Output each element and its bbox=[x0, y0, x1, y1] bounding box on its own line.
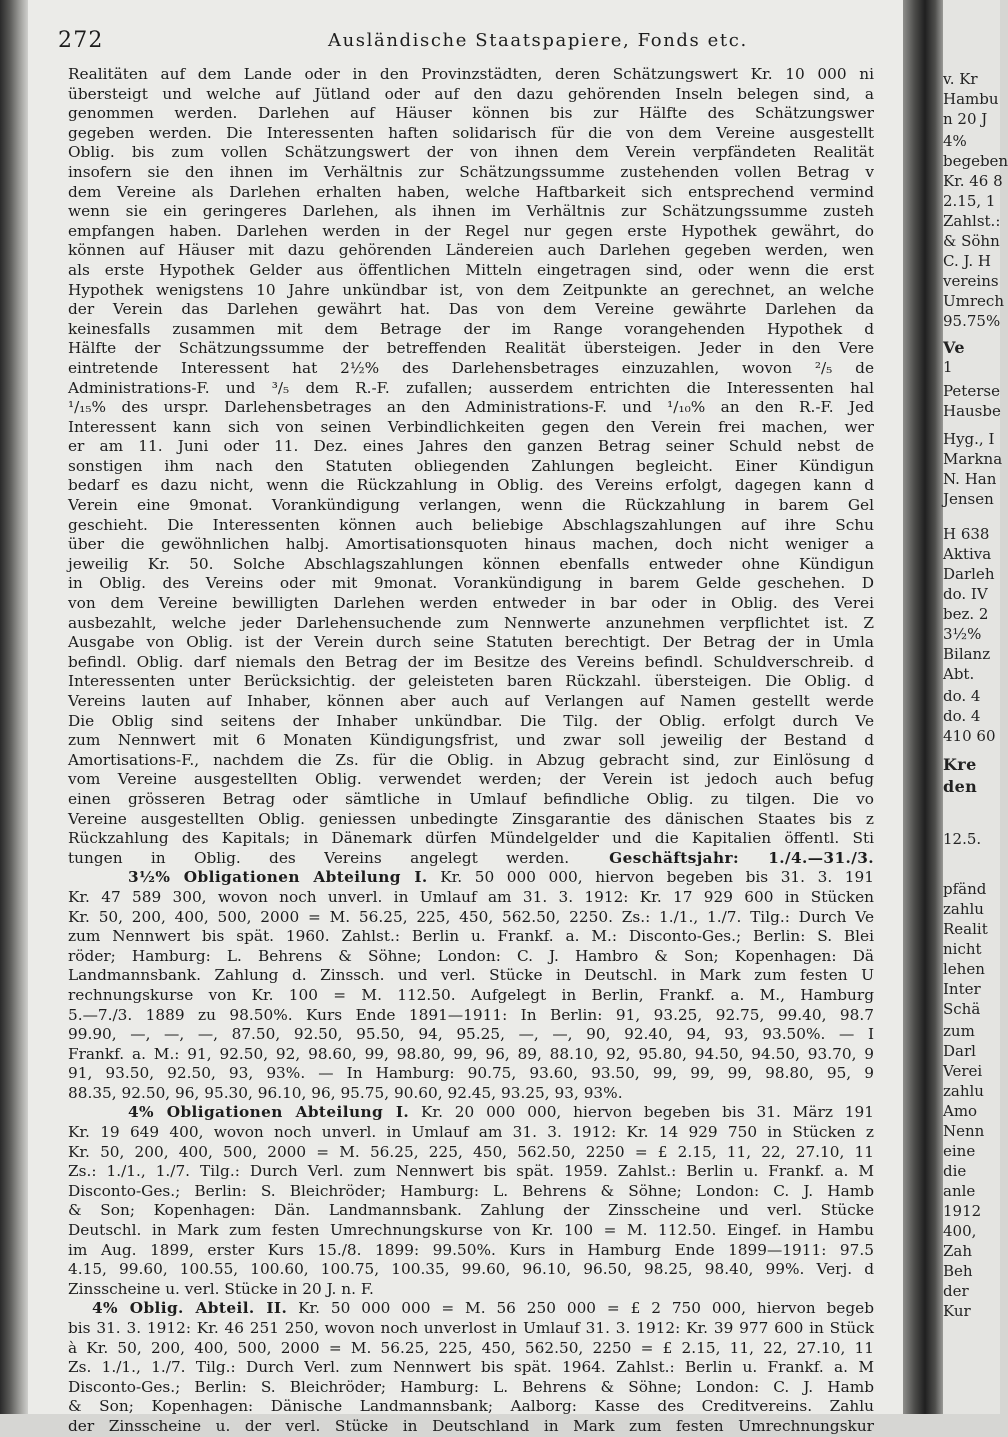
text-line bbox=[68, 1123, 874, 1143]
adjacent-page-text: Hambu bbox=[943, 90, 999, 108]
line-text: Kr. 20 000 000, hiervon begeben bis 31. März 191 bbox=[409, 1103, 874, 1122]
line-text: Zs. 1./1., 1./7. Tilg.: Durch Verl. zum Nennwert bis spät. 1964. Zahlst.: Berlin u. Frankf. a. M bbox=[68, 1358, 874, 1377]
text-line bbox=[68, 379, 874, 399]
text-line bbox=[68, 555, 874, 575]
text-line bbox=[68, 908, 874, 928]
body-text bbox=[68, 65, 874, 1437]
line-text: ausbezahlt, welche jeder Darlehensuchende zum Nennwerte anzunehmen verpflichtet ist. Z bbox=[68, 613, 874, 632]
text-line bbox=[68, 1319, 874, 1339]
line-text: im Aug. 1899, erster Kurs 15./8. 1899: 99.50%. Kurs in Hamburg Ende 1899—1911: 97.5 bbox=[68, 1240, 874, 1259]
text-line bbox=[68, 202, 874, 222]
line-text: Zinsscheine u. verl. Stücke in 20 J. n. F. bbox=[68, 1279, 374, 1298]
line-text: über die gewöhnlichen halbj. Amortisationsquoten hinaus machen, doch nicht weniger a bbox=[68, 535, 874, 554]
adjacent-page-text: Verei bbox=[943, 1062, 983, 1080]
line-text: & Son; Kopenhagen: Dänische Landmannsbank; Aalborg: Kasse des Creditvereins. Zahlu bbox=[68, 1397, 874, 1416]
adjacent-page-text: Zahlst.: bbox=[943, 212, 1001, 230]
adjacent-page-text: Darleh bbox=[943, 565, 995, 583]
adjacent-page-text: 12.5. bbox=[943, 830, 982, 848]
line-text: Vereine ausgestellten Oblig. geniessen unbedingte Zinsgarantie des dänischen Staates bis z bbox=[68, 809, 874, 828]
adjacent-page-text: Realit bbox=[943, 920, 988, 938]
line-text: Kr. 50, 200, 400, 500, 2000 = M. 56.25, 225, 450, 562.50, 2250. Zs.: 1./1., 1./7. Tilg.: Durch Ve bbox=[68, 907, 874, 926]
adjacent-page-text: Bilanz bbox=[943, 645, 991, 663]
line-text: bedarf es dazu nicht, wenn die Rückzahlung in Oblig. des Vereins erfolgt, dagegen kann d bbox=[68, 476, 874, 495]
text-line bbox=[68, 1103, 874, 1123]
line-text: & Son; Kopenhagen: Dän. Landmannsbank. Zahlung der Zinsscheine und verl. Stücke bbox=[68, 1201, 874, 1220]
text-line bbox=[68, 653, 874, 673]
adjacent-page-text: Darl bbox=[943, 1042, 976, 1060]
line-text: dem Vereine als Darlehen erhalten haben, welche Haftbarkeit sich entsprechend vermind bbox=[68, 182, 874, 201]
line-text: bis 31. 3. 1912: Kr. 46 251 250, wovon noch unverlost in Umlauf 31. 3. 1912: Kr. 39 977 600 in Stück bbox=[68, 1319, 874, 1337]
text-line bbox=[68, 437, 874, 457]
text-line bbox=[68, 868, 874, 888]
adjacent-page-text: zum bbox=[943, 1022, 975, 1040]
line-text: er am 11. Juni oder 11. Dez. eines Jahres den ganzen Betrag seiner Schuld nebst de bbox=[68, 437, 874, 456]
adjacent-page-text: do. IV bbox=[943, 585, 988, 603]
line-text: 99.90, —, —, —, 87.50, 92.50, 95.50, 94, 95.25, —, —, 90, 92.40, 94, 93, 93.50%. — I bbox=[68, 1025, 874, 1044]
text-line bbox=[68, 1339, 874, 1359]
text-line bbox=[68, 888, 874, 908]
line-text: à Kr. 50, 200, 400, 500, 2000 = M. 56.25, 225, 450, 562.50, 2250 = £ 2.15, 11, 22, 27.10, 11 bbox=[68, 1338, 874, 1357]
text-line bbox=[68, 574, 874, 594]
text-line bbox=[68, 1221, 874, 1241]
adjacent-page-text: do. 4 bbox=[943, 707, 981, 725]
text-line bbox=[68, 163, 874, 183]
line-text: von dem Vereine bewilligten Darlehen werden entweder in bar oder in Oblig. des Verei bbox=[68, 594, 874, 613]
adjacent-page-text: Kre bbox=[943, 755, 977, 774]
adjacent-page-text: Peterse bbox=[943, 382, 1000, 400]
text-line bbox=[68, 1280, 874, 1300]
line-text: Kr. 47 589 300, wovon noch unverl. in Umlauf am 31. 3. 1912: Kr. 17 929 600 in Stücken bbox=[68, 887, 874, 906]
text-line bbox=[68, 986, 874, 1006]
text-line bbox=[68, 1241, 874, 1261]
text-line bbox=[68, 731, 874, 751]
line-text: eintretende Interessent hat 2½% des Darlehensbetrages einzuzahlen, wovon ²/₅ de bbox=[68, 358, 874, 377]
line-text: Interessent kann sich von seinen Verbindlichkeiten gegen den Verein frei machen, wer bbox=[68, 417, 874, 436]
line-text: Interessenten unter Berücksichtig. der geleisteten baren Rückzahl. übersteigen. Die Oblig. d bbox=[68, 672, 874, 691]
line-text: geschieht. Die Interessenten können auch beliebige Abschlagszahlungen auf ihre Schu bbox=[68, 515, 874, 534]
adjacent-page-text: nicht bbox=[943, 940, 982, 958]
line-text: Amortisations-F., nachdem die Zs. für die Oblig. in Abzug gebracht sind, zur Einlösung d bbox=[68, 750, 874, 769]
line-text: gegeben werden. Die Interessenten haften solidarisch für die von dem Vereine ausgestellt bbox=[68, 123, 874, 142]
text-line bbox=[68, 1299, 874, 1319]
line-text: zum Nennwert mit 6 Monaten Kündigungsfrist, und zwar soll jeweilig der Bestand d bbox=[68, 731, 874, 750]
adjacent-page-text: Schä bbox=[943, 1000, 981, 1018]
adjacent-page-text: Beh bbox=[943, 1262, 973, 1280]
text-line bbox=[68, 476, 874, 496]
adjacent-page-text: 410 60 bbox=[943, 727, 996, 745]
page-header bbox=[58, 28, 878, 58]
text-line bbox=[68, 398, 874, 418]
text-line bbox=[68, 457, 874, 477]
text-line bbox=[68, 672, 874, 692]
line-text: empfangen haben. Darlehen werden in der Regel nur gegen erste Hypothek gewährt, do bbox=[68, 221, 874, 240]
text-line bbox=[68, 281, 874, 301]
adjacent-page-text: 1912 bbox=[943, 1202, 982, 1220]
line-text: Kr. 50 000 000 = M. 56 250 000 = £ 2 750 000, hiervon begeb bbox=[287, 1299, 874, 1318]
text-line bbox=[68, 829, 874, 849]
line-text: jeweilig Kr. 50. Solche Abschlagszahlungen können ebenfalls entweder ohne Kündigun bbox=[68, 554, 874, 573]
text-line bbox=[68, 104, 874, 124]
text-line bbox=[68, 1025, 874, 1045]
line-text: als erste Hypothek Gelder aus öffentlichen Mitteln eingetragen sind, oder wenn die erst bbox=[68, 260, 874, 279]
adjacent-page-text: vereins bbox=[943, 272, 999, 290]
line-text: Vereins lauten auf Inhaber, können aber auch auf Verlangen auf Namen gestellt werde bbox=[68, 692, 874, 710]
adjacent-page-text: Kr. 46 8 bbox=[943, 172, 1003, 190]
text-line bbox=[68, 516, 874, 536]
adjacent-page-text: anle bbox=[943, 1182, 976, 1200]
text-line bbox=[68, 85, 874, 105]
adjacent-page-text: der bbox=[943, 1282, 969, 1300]
line-text: keinesfalls zusammen mit dem Betrage der im Range vorangehenden Hypothek d bbox=[68, 319, 874, 338]
line-text: sonstigen ihm nach den Statuten obliegenden Zahlungen begleicht. Einer Kündigun bbox=[68, 456, 874, 475]
text-line bbox=[68, 614, 874, 634]
line-text: in Oblig. des Vereins oder mit 9monat. Vorankündigung in barem Gelde geschehen. D bbox=[68, 574, 874, 593]
line-text: wenn sie ein geringeres Darlehen, als ihnen im Verhältnis zur Schätzungssumme zusteh bbox=[68, 202, 874, 221]
adjacent-page-text: 95.75% bbox=[943, 312, 1001, 330]
adjacent-page-text: C. J. H bbox=[943, 252, 991, 270]
text-line bbox=[68, 594, 874, 614]
line-text: röder; Hamburg: L. Behrens & Söhne; London: C. J. Hambro & Son; Kopenhagen: Dä bbox=[68, 946, 874, 965]
line-text: Die Oblig sind seitens der Inhaber unkündbar. Die Tilg. der Oblig. erfolgt durch Ve bbox=[68, 711, 874, 730]
adjacent-page-text: N. Han bbox=[943, 470, 997, 488]
book-binding-edge bbox=[0, 0, 28, 1414]
adjacent-page-text: zahlu bbox=[943, 1082, 984, 1100]
text-line bbox=[68, 320, 874, 340]
adjacent-page-text: H 638 bbox=[943, 525, 990, 543]
text-line bbox=[68, 124, 874, 144]
text-line bbox=[68, 183, 874, 203]
text-line bbox=[68, 927, 874, 947]
line-text: Hypothek wenigstens 10 Jahre unkündbar ist, von dem Zeitpunkte an gerechnet, an welche bbox=[68, 280, 874, 299]
adjacent-page-text: 4% bbox=[943, 132, 967, 150]
text-line bbox=[68, 1358, 874, 1378]
adjacent-page-text: 1 bbox=[943, 358, 953, 376]
text-line bbox=[68, 418, 874, 438]
adjacent-page-text: do. 4 bbox=[943, 687, 981, 705]
page-number: 272 bbox=[58, 28, 104, 53]
text-line bbox=[68, 1378, 874, 1398]
text-line bbox=[68, 496, 874, 516]
text-line bbox=[68, 1045, 874, 1065]
text-line bbox=[68, 1417, 874, 1437]
adjacent-page-text: Jensen bbox=[943, 490, 994, 508]
adjacent-page-text: eine bbox=[943, 1142, 976, 1160]
text-line bbox=[68, 849, 874, 869]
adjacent-page-text: 3½% bbox=[943, 625, 982, 643]
section-heading: 4% Obligationen Abteilung I. bbox=[128, 1103, 410, 1122]
text-line bbox=[68, 300, 874, 320]
line-text: Disconto-Ges.; Berlin: S. Bleichröder; Hamburg: L. Behrens & Söhne; London: C. J. Hamb bbox=[68, 1377, 874, 1396]
section-heading: 4% Oblig. Abteil. II. bbox=[92, 1299, 288, 1318]
text-line bbox=[68, 1064, 874, 1084]
adjacent-page-text: bez. 2 bbox=[943, 605, 989, 623]
text-line bbox=[68, 947, 874, 967]
adjacent-page-text: Hyg., I bbox=[943, 430, 995, 448]
line-text: rechnungskurse von Kr. 100 = M. 112.50. Aufgelegt in Berlin, Frankf. a. M., Hamburg bbox=[68, 985, 874, 1004]
text-line bbox=[68, 359, 874, 379]
text-line bbox=[68, 1182, 874, 1202]
adjacent-page-text: v. Kr bbox=[943, 70, 978, 88]
line-text: befindl. Oblig. darf niemals den Betrag der im Besitze des Vereins befindl. Schuldverschreib. d bbox=[68, 652, 874, 671]
text-line bbox=[68, 751, 874, 771]
section-heading: 3½% Obligationen Abteilung I. bbox=[128, 868, 428, 887]
text-line bbox=[68, 633, 874, 653]
adjacent-page-text: Hausbe bbox=[943, 402, 1001, 420]
text-line bbox=[68, 770, 874, 790]
text-line bbox=[68, 222, 874, 242]
line-text: insofern sie den ihnen im Verhältnis zur Schätzungssumme zustehenden vollen Betrag v bbox=[68, 162, 874, 181]
text-line bbox=[68, 810, 874, 830]
adjacent-page-text: Inter bbox=[943, 980, 981, 998]
line-text: genommen werden. Darlehen auf Häuser können bis zur Hälfte des Schätzungswer bbox=[68, 104, 874, 123]
line-text: 4.15, 99.60, 100.55, 100.60, 100.75, 100.35, 99.60, 96.10, 96.50, 98.25, 98.40, 99%. Verj. d bbox=[68, 1260, 874, 1279]
line-text: Kr. 50, 200, 400, 500, 2000 = M. 56.25, 225, 450, 562.50, 2250 = £ 2.15, 11, 22, 27.10, 11 bbox=[68, 1142, 874, 1161]
line-text: zum Nennwert bis spät. 1960. Zahlst.: Berlin u. Frankf. a. M.: Disconto-Ges.; Berlin: S. Blei bbox=[68, 927, 874, 946]
text-line bbox=[68, 1260, 874, 1280]
text-line bbox=[68, 1162, 874, 1182]
adjacent-page-text: Ve bbox=[943, 338, 965, 357]
adjacent-page-text: Amo bbox=[943, 1102, 978, 1120]
text-line bbox=[68, 1084, 874, 1104]
text-line bbox=[68, 790, 874, 810]
line-text: 5.—7./3. 1889 zu 98.50%. Kurs Ende 1891—1911: In Berlin: 91, 93.25, 92.75, 99.40, 98.7 bbox=[68, 1005, 874, 1024]
adjacent-page-text: Abt. bbox=[943, 665, 975, 683]
text-line bbox=[68, 339, 874, 359]
adjacent-page-fragment bbox=[943, 0, 1008, 1414]
line-text: Verein eine 9monat. Vorankündigung verlangen, wenn die Rückzahlung in barem Gel bbox=[68, 496, 874, 515]
text-line bbox=[68, 692, 874, 712]
line-text: Oblig. bis zum vollen Schätzungswert der von ihnen dem Verein verpfändeten Realität bbox=[68, 143, 874, 162]
adjacent-page-text: 2.15, 1 bbox=[943, 192, 996, 210]
adjacent-page-text: Umrech bbox=[943, 292, 1004, 310]
line-text: ¹/₁₅% des urspr. Darlehensbetrages an den Administrations-F. und ¹/₁₀% an den R.-F. Jed bbox=[68, 398, 874, 417]
text-line bbox=[68, 143, 874, 163]
line-text: Realitäten auf dem Lande oder in den Provinzstädten, deren Schätzungswert Kr. 10 000 ni bbox=[68, 65, 874, 83]
text-line bbox=[68, 241, 874, 261]
line-text: Deutschl. in Mark zum festen Umrechnungskurse von Kr. 100 = M. 112.50. Eingef. in Hambu bbox=[68, 1221, 874, 1240]
line-text: Kr. 19 649 400, wovon noch unverl. in Umlauf am 31. 3. 1912: Kr. 14 929 750 in Stücken z bbox=[68, 1123, 874, 1142]
line-text: Hälfte der Schätzungssumme der betreffenden Realität übersteigen. Jeder in den Vere bbox=[68, 339, 874, 358]
line-text: tungen in Oblig. des Vereins angelegt werden. bbox=[68, 848, 570, 867]
adjacent-page-text: 400, bbox=[943, 1222, 977, 1240]
text-line bbox=[68, 1201, 874, 1221]
line-text: Rückzahlung des Kapitals; in Dänemark dürfen Mündelgelder und die Kapitalien öffentl. Sti bbox=[68, 829, 874, 848]
line-text: Frankf. a. M.: 91, 92.50, 92, 98.60, 99, 98.80, 99, 96, 89, 88.10, 92, 95.80, 94.50, 94.50, 93.70, 9 bbox=[68, 1044, 874, 1063]
line-text: Disconto-Ges.; Berlin: S. Bleichröder; Hamburg: L. Behrens & Söhne; London: C. J. Hamb bbox=[68, 1181, 874, 1200]
running-head: Ausländische Staatspapiere, Fonds etc. bbox=[328, 30, 748, 51]
line-text: Landmannsbank. Zahlung d. Zinssch. und verl. Stücke in Deutschl. in Mark zum festen U bbox=[68, 966, 874, 985]
book-gutter bbox=[903, 0, 943, 1414]
fiscal-year-label: Geschäftsjahr: 1./4.—31./3. bbox=[609, 848, 874, 867]
line-text: 91, 93.50, 92.50, 93, 93%. — In Hamburg: 90.75, 93.60, 93.50, 99, 99, 99, 98.80, 95, 9 bbox=[68, 1064, 874, 1083]
text-line bbox=[68, 1006, 874, 1026]
line-text: 88.35, 92.50, 96, 95.30, 96.10, 96, 95.75, 90.60, 92.45, 93.25, 93, 93%. bbox=[68, 1083, 623, 1102]
adjacent-page-text: Zah bbox=[943, 1242, 973, 1260]
line-text: der Zinsscheine u. der verl. Stücke in Deutschland in Mark zum festen Umrechnungskur bbox=[68, 1416, 874, 1435]
line-text: übersteigt und welche auf Jütland oder auf den dazu gehörenden Inseln belegen sind, a bbox=[68, 84, 874, 103]
adjacent-page-text: begeben bbox=[943, 152, 1008, 170]
line-text: Ausgabe von Oblig. ist der Verein durch seine Statuten berechtigt. Der Betrag der in Umla bbox=[68, 633, 874, 652]
text-line bbox=[68, 1143, 874, 1163]
line-text: Administrations-F. und ³/₅ dem R.-F. zufallen; ausserdem entrichten die Interessenten hal bbox=[68, 378, 874, 397]
line-text: einen grösseren Betrag oder sämtliche in Umlauf befindliche Oblig. zu tilgen. Die vo bbox=[68, 789, 874, 808]
line-text: der Verein das Darlehen gewährt hat. Das von dem Vereine gewährte Darlehen da bbox=[68, 300, 874, 319]
text-line bbox=[68, 1397, 874, 1417]
text-line bbox=[68, 261, 874, 281]
adjacent-page-text: pfänd bbox=[943, 880, 987, 898]
adjacent-page-text: Aktiva bbox=[943, 545, 992, 563]
text-line bbox=[68, 966, 874, 986]
line-text: Kr. 50 000 000, hiervon begeben bis 31. 3. 191 bbox=[427, 868, 875, 887]
line-text: vom Vereine ausgestellten Oblig. verwendet werden; der Verein ist jedoch auch befug bbox=[68, 770, 874, 789]
adjacent-page-text: Nenn bbox=[943, 1122, 985, 1140]
line-text: Zs.: 1./1., 1./7. Tilg.: Durch Verl. zum Nennwert bis spät. 1959. Zahlst.: Berlin u. Frankf. a. M bbox=[68, 1162, 874, 1181]
adjacent-page-text: den bbox=[943, 777, 978, 796]
text-line bbox=[68, 535, 874, 555]
text-line bbox=[68, 65, 874, 85]
adjacent-page-text: & Söhn bbox=[943, 232, 1000, 250]
adjacent-page-text: die bbox=[943, 1162, 967, 1180]
adjacent-page-text: Markna bbox=[943, 450, 1003, 468]
text-line bbox=[68, 712, 874, 732]
adjacent-page-text: Kur bbox=[943, 1302, 971, 1320]
line-text: können auf Häuser mit dazu gehörenden Ländereien auch Darlehen gegeben werden, wen bbox=[68, 241, 874, 260]
adjacent-page-text: n 20 J bbox=[943, 110, 988, 128]
adjacent-page-text: zahlu bbox=[943, 900, 984, 918]
adjacent-page-text: lehen bbox=[943, 960, 985, 978]
